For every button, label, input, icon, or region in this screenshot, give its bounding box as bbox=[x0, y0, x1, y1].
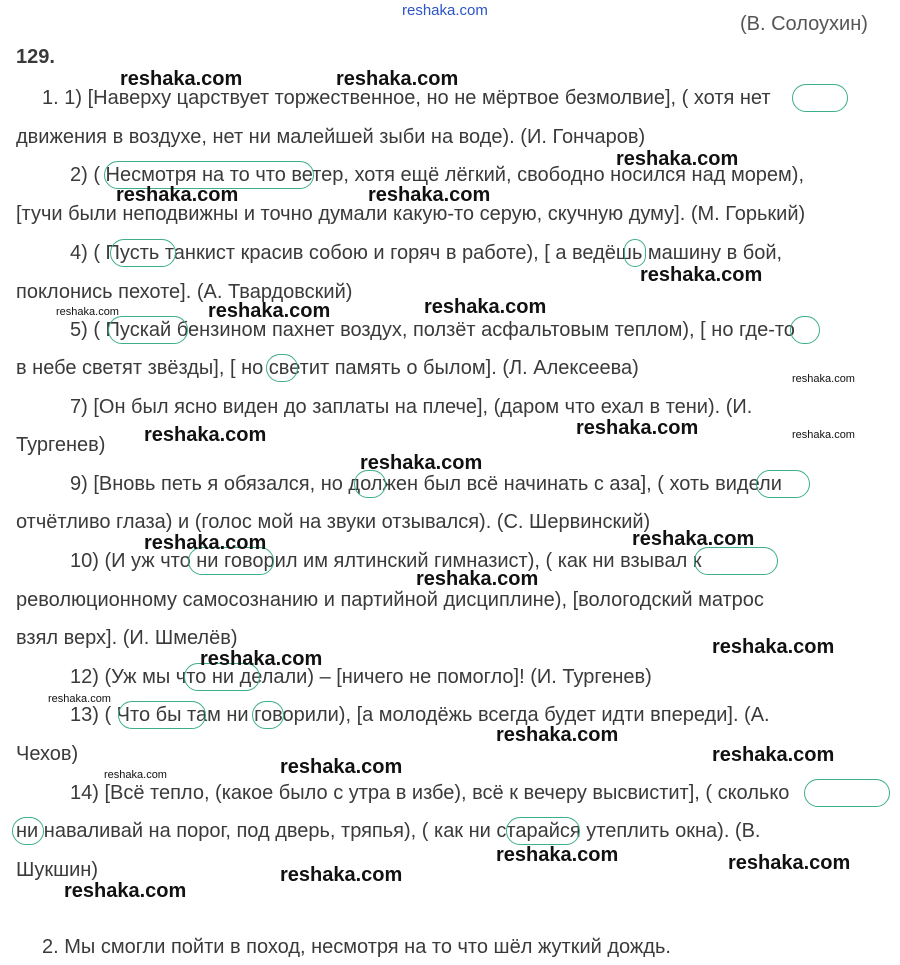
watermark: reshaka.com bbox=[120, 68, 243, 90]
watermark: reshaka.com bbox=[144, 532, 267, 554]
text-line: ни наваливай на порог, под дверь, тряпья), ( как ни старайся утеплить окна). (В. bbox=[16, 820, 761, 842]
watermark: reshaka.com bbox=[416, 568, 539, 590]
conjunction-oval bbox=[266, 354, 298, 382]
text-line: Чехов) bbox=[16, 743, 79, 765]
watermark: reshaka.com bbox=[712, 636, 835, 658]
watermark: reshaka.com bbox=[208, 300, 331, 322]
watermark: reshaka.com bbox=[64, 880, 187, 902]
watermark: reshaka.com bbox=[280, 756, 403, 778]
text-line: движения в воздухе, нет ни малейшей зыби на воде). (И. Гончаров) bbox=[16, 126, 646, 148]
text-line: 2. Мы смогли пойти в поход, несмотря на то что шёл жуткий дождь. bbox=[42, 936, 671, 958]
text-line: Тургенев) bbox=[16, 434, 106, 456]
text-line: 12) (Уж мы что ни делали) – [ничего не помогло]! (И. Тургенев) bbox=[70, 666, 652, 688]
conjunction-oval bbox=[804, 779, 890, 807]
conjunction-oval bbox=[12, 817, 44, 845]
text-line: 14) [Всё тепло, (какое было с утра в избе), всё к вечеру высвистит], ( сколько bbox=[70, 782, 790, 804]
conjunction-oval bbox=[756, 470, 810, 498]
text-line: 9) [Вновь петь я обязался, но должен был всё начинать с аза], ( хоть видели bbox=[70, 473, 782, 495]
exercise-number: 129. bbox=[16, 46, 55, 68]
watermark-top: reshaka.com bbox=[402, 2, 488, 19]
conjunction-oval bbox=[694, 547, 778, 575]
text-line: взял верх]. (И. Шмелёв) bbox=[16, 627, 238, 649]
watermark: reshaka.com bbox=[116, 184, 239, 206]
text-line: 4) ( Пусть танкист красив собою и горяч в работе), [ а ведёшь машину в бой, bbox=[70, 242, 783, 264]
conjunction-oval bbox=[252, 701, 284, 729]
watermark: reshaka.com bbox=[496, 844, 619, 866]
watermark: reshaka.com bbox=[360, 452, 483, 474]
text-line: революционному самосознанию и партийной дисциплине), [вологодский матрос bbox=[16, 589, 764, 611]
watermark: reshaka.com bbox=[632, 528, 755, 550]
conjunction-oval bbox=[506, 817, 580, 845]
watermark: reshaka.com bbox=[640, 264, 763, 286]
watermark: reshaka.com bbox=[48, 693, 111, 705]
watermark: reshaka.com bbox=[280, 864, 403, 886]
header-author: (В. Солоухин) bbox=[740, 13, 868, 35]
watermark: reshaka.com bbox=[616, 148, 739, 170]
watermark: reshaka.com bbox=[424, 296, 547, 318]
text-line: 5) ( Пускай бензином пахнет воздух, ползёт асфальтовым теплом), [ но где-то bbox=[70, 319, 795, 341]
watermark: reshaka.com bbox=[712, 744, 835, 766]
conjunction-oval bbox=[790, 316, 820, 344]
text-line: [тучи были неподвижны и точно думали какую-то серую, скучную думу]. (М. Горький) bbox=[16, 203, 806, 225]
watermark: reshaka.com bbox=[496, 724, 619, 746]
text-line: Шукшин) bbox=[16, 859, 99, 881]
watermark: reshaka.com bbox=[336, 68, 459, 90]
watermark: reshaka.com bbox=[104, 769, 167, 781]
watermark: reshaka.com bbox=[56, 306, 119, 318]
conjunction-oval bbox=[110, 239, 176, 267]
conjunction-oval bbox=[118, 701, 206, 729]
watermark: reshaka.com bbox=[792, 429, 855, 441]
text-line: 1. 1) [Наверху царствует торжественное, но не мёртвое безмолвие], ( хотя нет bbox=[42, 87, 771, 109]
watermark: reshaka.com bbox=[576, 417, 699, 439]
watermark: reshaka.com bbox=[144, 424, 267, 446]
watermark: reshaka.com bbox=[368, 184, 491, 206]
conjunction-oval bbox=[624, 239, 646, 267]
text-line: поклонись пехоте]. (А. Твардовский) bbox=[16, 281, 353, 303]
conjunction-oval bbox=[108, 316, 188, 344]
text-line: отчётливо глаза) и (голос мой на звуки отзывался). (С. Шервинский) bbox=[16, 511, 651, 533]
watermark: reshaka.com bbox=[728, 852, 851, 874]
conjunction-oval bbox=[792, 84, 848, 112]
text-line: 2) ( Несмотря на то что ветер, хотя ещё лёгкий, свободно носился над морем), bbox=[70, 164, 805, 186]
watermark: reshaka.com bbox=[200, 648, 323, 670]
text-line: 13) ( Что бы там ни говорили), [а молодёжь всегда будет идти впереди]. (А. bbox=[70, 704, 770, 726]
text-line: 10) (И уж что ни говорил им ялтинский гимназист), ( как ни взывал к bbox=[70, 550, 702, 572]
watermark: reshaka.com bbox=[792, 373, 855, 385]
text-line: 7) [Он был ясно виден до заплаты на плече], (даром что ехал в тени). (И. bbox=[70, 396, 753, 418]
text-line: в небе светят звёзды], [ но светит память о былом]. (Л. Алексеева) bbox=[16, 357, 639, 379]
